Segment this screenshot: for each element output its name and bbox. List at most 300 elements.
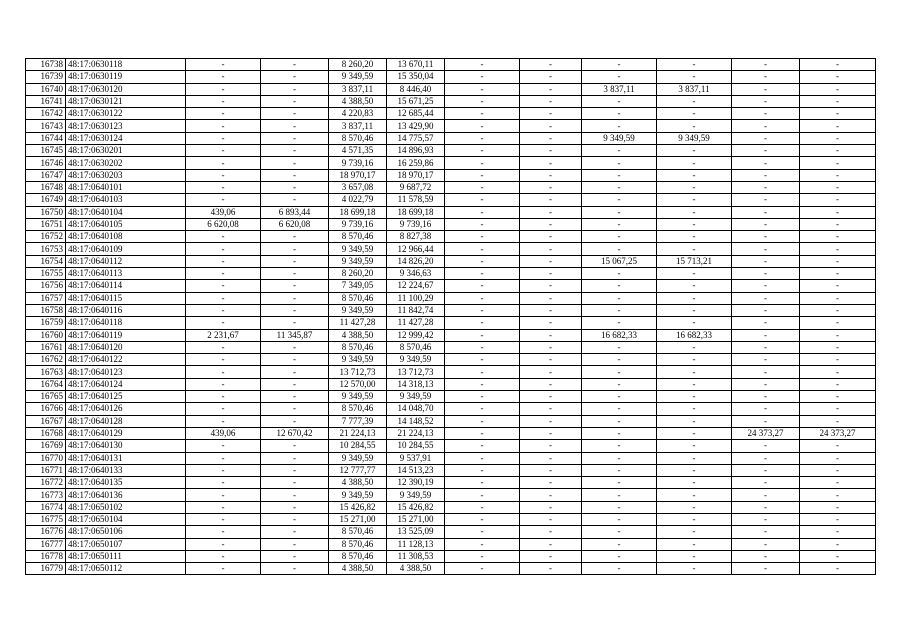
cadastral-number-cell: 48:17:0640114 [66,280,186,292]
value-col-11-cell: - [732,378,800,390]
value-col-6-cell: 9 739,16 [387,218,445,230]
value-col-7-cell: - [445,489,520,501]
value-col-6-cell: 8 570,46 [387,341,445,353]
value-col-11-cell: - [732,341,800,353]
row-number-cell: 16750 [26,206,66,218]
value-col-5-cell: 8 570,46 [329,292,387,304]
value-col-6-cell: 12 224,67 [387,280,445,292]
value-col-7-cell: - [445,206,520,218]
table-row [26,317,876,329]
value-col-7-cell: - [445,427,520,439]
table-row [26,550,876,562]
value-col-4-cell: - [261,366,329,378]
cadastral-number-cell: 48:17:0640108 [66,231,186,243]
value-col-6-cell: 13 712,73 [387,366,445,378]
value-col-10-cell: - [657,538,732,550]
cadastral-number-cell: 48:17:0650104 [66,513,186,525]
value-col-5-cell: 4 022,79 [329,194,387,206]
row-number-cell: 16767 [26,415,66,427]
value-col-8-cell: - [520,403,582,415]
value-col-3-cell: - [186,538,261,550]
value-col-12-cell: - [800,83,876,95]
cadastral-number-cell: 48:17:0630123 [66,120,186,132]
value-col-8-cell: - [520,120,582,132]
value-col-5-cell: 9 349,59 [329,452,387,464]
value-col-12-cell: - [800,108,876,120]
table-row [26,181,876,193]
value-col-11-cell: - [732,403,800,415]
value-col-4-cell: - [261,526,329,538]
value-col-8-cell: - [520,415,582,427]
value-col-10-cell: 16 682,33 [657,329,732,341]
table-row [26,563,876,575]
value-col-6-cell: 14 318,13 [387,378,445,390]
value-col-4-cell: - [261,501,329,513]
value-col-6-cell: 9 346,63 [387,268,445,280]
value-col-6-cell: 10 284,55 [387,440,445,452]
table-row [26,255,876,267]
value-col-7-cell: - [445,354,520,366]
value-col-10-cell: - [657,415,732,427]
value-col-3-cell: - [186,501,261,513]
value-col-5-cell: 8 570,46 [329,341,387,353]
value-col-10-cell: - [657,206,732,218]
value-col-7-cell: - [445,280,520,292]
value-col-4-cell: - [261,181,329,193]
value-col-4-cell: - [261,268,329,280]
value-col-6-cell: 15 671,25 [387,95,445,107]
cadastral-number-cell: 48:17:0640125 [66,391,186,403]
value-col-12-cell: - [800,563,876,575]
value-col-9-cell: - [582,415,657,427]
value-col-9-cell: - [582,452,657,464]
value-col-8-cell: - [520,563,582,575]
table-row [26,218,876,230]
value-col-4-cell: 6 893,44 [261,206,329,218]
value-col-11-cell: - [732,218,800,230]
value-col-8-cell: - [520,452,582,464]
value-col-9-cell: - [582,108,657,120]
row-number-cell: 16774 [26,501,66,513]
value-col-11-cell: - [732,132,800,144]
value-col-7-cell: - [445,513,520,525]
value-col-4-cell: - [261,464,329,476]
value-col-8-cell: - [520,83,582,95]
value-col-7-cell: - [445,255,520,267]
table-row [26,378,876,390]
value-col-12-cell: - [800,292,876,304]
value-col-12-cell: - [800,95,876,107]
value-col-10-cell: - [657,341,732,353]
table-row [26,231,876,243]
value-col-6-cell: 12 390,19 [387,477,445,489]
row-number-cell: 16756 [26,280,66,292]
cadastral-number-cell: 48:17:0630202 [66,157,186,169]
value-col-7-cell: - [445,169,520,181]
value-col-11-cell: - [732,71,800,83]
value-col-5-cell: 21 224,13 [329,427,387,439]
value-col-9-cell: - [582,120,657,132]
value-col-12-cell: - [800,194,876,206]
value-col-9-cell: - [582,403,657,415]
value-col-4-cell: - [261,292,329,304]
value-col-4-cell: - [261,83,329,95]
value-col-4-cell: - [261,391,329,403]
cadastral-number-cell: 48:17:0640113 [66,268,186,280]
value-col-12-cell: 24 373,27 [800,427,876,439]
cadastral-number-cell: 48:17:0640135 [66,477,186,489]
value-col-5-cell: 8 570,46 [329,550,387,562]
value-col-11-cell: - [732,464,800,476]
value-col-7-cell: - [445,526,520,538]
table-row [26,304,876,316]
cadastral-number-cell: 48:17:0650106 [66,526,186,538]
row-number-cell: 16768 [26,427,66,439]
value-col-8-cell: - [520,59,582,71]
value-col-9-cell: - [582,194,657,206]
value-col-11-cell: - [732,108,800,120]
value-col-5-cell: 9 349,59 [329,255,387,267]
value-col-8-cell: - [520,329,582,341]
value-col-8-cell: - [520,95,582,107]
value-col-4-cell: - [261,489,329,501]
cadastral-number-cell: 48:17:0640109 [66,243,186,255]
table-row [26,292,876,304]
value-col-4-cell: 12 670,42 [261,427,329,439]
value-col-9-cell: - [582,157,657,169]
row-number-cell: 16743 [26,120,66,132]
value-col-11-cell: - [732,329,800,341]
value-col-5-cell: 11 427,28 [329,317,387,329]
value-col-3-cell: - [186,366,261,378]
value-col-12-cell: - [800,452,876,464]
value-col-5-cell: 4 220,83 [329,108,387,120]
value-col-3-cell: - [186,354,261,366]
value-col-12-cell: - [800,181,876,193]
value-col-6-cell: 14 048,70 [387,403,445,415]
cadastral-number-cell: 48:17:0630122 [66,108,186,120]
table-row [26,526,876,538]
value-col-5-cell: 18 970,17 [329,169,387,181]
table-row [26,83,876,95]
value-col-10-cell: - [657,489,732,501]
value-col-10-cell: - [657,501,732,513]
value-col-3-cell: 439,06 [186,206,261,218]
value-col-4-cell: - [261,59,329,71]
value-col-7-cell: - [445,218,520,230]
value-col-4-cell: - [261,71,329,83]
value-col-8-cell: - [520,378,582,390]
value-col-11-cell: - [732,366,800,378]
row-number-cell: 16748 [26,181,66,193]
value-col-7-cell: - [445,145,520,157]
cadastral-number-cell: 48:17:0640126 [66,403,186,415]
value-col-7-cell: - [445,563,520,575]
row-number-cell: 16759 [26,317,66,329]
cadastral-number-cell: 48:17:0650111 [66,550,186,562]
value-col-9-cell: - [582,501,657,513]
value-col-3-cell: - [186,231,261,243]
value-col-11-cell: - [732,255,800,267]
value-col-3-cell: - [186,317,261,329]
table-row [26,354,876,366]
value-col-9-cell: - [582,218,657,230]
cadastral-number-cell: 48:17:0640119 [66,329,186,341]
value-col-6-cell: 11 578,59 [387,194,445,206]
value-col-8-cell: - [520,292,582,304]
value-col-7-cell: - [445,95,520,107]
table-row [26,391,876,403]
value-col-12-cell: - [800,513,876,525]
value-col-4-cell: - [261,280,329,292]
value-col-11-cell: - [732,317,800,329]
value-col-8-cell: - [520,280,582,292]
value-col-3-cell: - [186,415,261,427]
value-col-3-cell: - [186,157,261,169]
value-col-10-cell: - [657,169,732,181]
value-col-5-cell: 9 739,16 [329,157,387,169]
value-col-12-cell: - [800,477,876,489]
value-col-3-cell: - [186,255,261,267]
value-col-12-cell: - [800,317,876,329]
value-col-12-cell: - [800,59,876,71]
value-col-11-cell: - [732,206,800,218]
value-col-6-cell: 14 826,20 [387,255,445,267]
value-col-12-cell: - [800,280,876,292]
value-col-10-cell: - [657,145,732,157]
value-col-11-cell: 24 373,27 [732,427,800,439]
table-row [26,206,876,218]
value-col-8-cell: - [520,132,582,144]
value-col-9-cell: - [582,464,657,476]
value-col-9-cell: - [582,477,657,489]
value-col-12-cell: - [800,329,876,341]
value-col-5-cell: 3 657,08 [329,181,387,193]
value-col-11-cell: - [732,563,800,575]
value-col-10-cell: - [657,71,732,83]
value-col-6-cell: 12 685,44 [387,108,445,120]
row-number-cell: 16739 [26,71,66,83]
value-col-5-cell: 3 837,11 [329,120,387,132]
cadastral-number-cell: 48:17:0650112 [66,563,186,575]
value-col-5-cell: 4 571,35 [329,145,387,157]
value-col-11-cell: - [732,280,800,292]
table-row [26,366,876,378]
value-col-12-cell: - [800,366,876,378]
value-col-9-cell: - [582,550,657,562]
value-col-3-cell: - [186,280,261,292]
value-col-10-cell: - [657,526,732,538]
value-col-4-cell: - [261,513,329,525]
value-col-3-cell: - [186,95,261,107]
row-number-cell: 16777 [26,538,66,550]
value-col-12-cell: - [800,231,876,243]
value-col-10-cell: - [657,391,732,403]
value-col-9-cell: - [582,280,657,292]
value-col-10-cell: - [657,218,732,230]
value-col-6-cell: 9 349,59 [387,489,445,501]
value-col-4-cell: - [261,341,329,353]
table-row [26,513,876,525]
value-col-12-cell: - [800,440,876,452]
value-col-6-cell: 15 271,00 [387,513,445,525]
table-row [26,95,876,107]
value-col-8-cell: - [520,341,582,353]
table-row [26,477,876,489]
row-number-cell: 16744 [26,132,66,144]
value-col-8-cell: - [520,243,582,255]
row-number-cell: 16762 [26,354,66,366]
value-col-5-cell: 4 388,50 [329,477,387,489]
value-col-3-cell: 439,06 [186,427,261,439]
value-col-8-cell: - [520,317,582,329]
value-col-9-cell: - [582,145,657,157]
row-number-cell: 16765 [26,391,66,403]
value-col-4-cell: - [261,169,329,181]
cadastral-number-cell: 48:17:0630119 [66,71,186,83]
value-col-11-cell: - [732,268,800,280]
row-number-cell: 16760 [26,329,66,341]
value-col-9-cell: - [582,391,657,403]
row-number-cell: 16778 [26,550,66,562]
value-col-5-cell: 18 699,18 [329,206,387,218]
document-page [25,58,876,575]
value-col-4-cell: - [261,317,329,329]
value-col-10-cell: - [657,452,732,464]
row-number-cell: 16764 [26,378,66,390]
value-col-7-cell: - [445,194,520,206]
value-col-8-cell: - [520,501,582,513]
row-number-cell: 16751 [26,218,66,230]
value-col-12-cell: - [800,341,876,353]
value-col-4-cell: - [261,95,329,107]
value-col-12-cell: - [800,403,876,415]
row-number-cell: 16772 [26,477,66,489]
value-col-4-cell: - [261,452,329,464]
value-col-9-cell: - [582,489,657,501]
value-col-12-cell: - [800,218,876,230]
cadastral-number-cell: 48:17:0640124 [66,378,186,390]
value-col-6-cell: 21 224,13 [387,427,445,439]
value-col-7-cell: - [445,366,520,378]
value-col-5-cell: 9 349,59 [329,354,387,366]
row-number-cell: 16755 [26,268,66,280]
value-col-7-cell: - [445,341,520,353]
row-number-cell: 16779 [26,563,66,575]
table-row [26,71,876,83]
value-col-12-cell: - [800,145,876,157]
cadastral-number-cell: 48:17:0640128 [66,415,186,427]
cadastral-number-cell: 48:17:0640130 [66,440,186,452]
value-col-6-cell: 11 128,13 [387,538,445,550]
table-row [26,169,876,181]
value-col-12-cell: - [800,489,876,501]
value-col-4-cell: - [261,145,329,157]
cadastral-number-cell: 48:17:0630203 [66,169,186,181]
value-col-4-cell: - [261,563,329,575]
value-col-10-cell: - [657,403,732,415]
value-col-6-cell: 9 687,72 [387,181,445,193]
row-number-cell: 16741 [26,95,66,107]
value-col-10-cell: - [657,157,732,169]
value-col-6-cell: 4 388,50 [387,563,445,575]
value-col-8-cell: - [520,194,582,206]
value-col-8-cell: - [520,427,582,439]
cadastral-number-cell: 48:17:0630120 [66,83,186,95]
value-col-3-cell: - [186,145,261,157]
table-row [26,538,876,550]
value-col-5-cell: 9 739,16 [329,218,387,230]
value-col-7-cell: - [445,108,520,120]
value-col-10-cell: - [657,513,732,525]
value-col-6-cell: 13 525,09 [387,526,445,538]
value-col-3-cell: 6 620,08 [186,218,261,230]
value-col-9-cell: - [582,538,657,550]
value-col-9-cell: 3 837,11 [582,83,657,95]
table-row [26,464,876,476]
value-col-12-cell: - [800,255,876,267]
value-col-8-cell: - [520,391,582,403]
value-col-8-cell: - [520,218,582,230]
table-row [26,120,876,132]
value-col-4-cell: - [261,255,329,267]
value-col-12-cell: - [800,538,876,550]
value-col-11-cell: - [732,391,800,403]
value-col-5-cell: 8 570,46 [329,231,387,243]
value-col-5-cell: 9 349,59 [329,489,387,501]
value-col-9-cell: - [582,231,657,243]
value-col-4-cell: - [261,378,329,390]
value-col-9-cell: - [582,427,657,439]
value-col-12-cell: - [800,378,876,390]
value-col-7-cell: - [445,550,520,562]
value-col-5-cell: 8 260,20 [329,59,387,71]
value-col-7-cell: - [445,132,520,144]
table-row [26,452,876,464]
value-col-9-cell: - [582,440,657,452]
value-col-7-cell: - [445,477,520,489]
value-col-8-cell: - [520,268,582,280]
value-col-11-cell: - [732,513,800,525]
value-col-4-cell: - [261,132,329,144]
value-col-6-cell: 14 775,57 [387,132,445,144]
value-col-9-cell: - [582,341,657,353]
row-number-cell: 16775 [26,513,66,525]
value-col-4-cell: - [261,157,329,169]
value-col-3-cell: - [186,132,261,144]
value-col-8-cell: - [520,526,582,538]
value-col-11-cell: - [732,169,800,181]
value-col-8-cell: - [520,206,582,218]
row-number-cell: 16770 [26,452,66,464]
value-col-10-cell: - [657,477,732,489]
value-col-4-cell: - [261,550,329,562]
value-col-5-cell: 7 777,39 [329,415,387,427]
value-col-10-cell: - [657,378,732,390]
value-col-3-cell: - [186,268,261,280]
value-col-12-cell: - [800,550,876,562]
table-row [26,415,876,427]
value-col-9-cell: - [582,513,657,525]
value-col-7-cell: - [445,268,520,280]
value-col-12-cell: - [800,268,876,280]
value-col-10-cell: - [657,366,732,378]
value-col-6-cell: 11 100,29 [387,292,445,304]
value-col-11-cell: - [732,415,800,427]
value-col-3-cell: 2 231,67 [186,329,261,341]
value-col-7-cell: - [445,120,520,132]
value-col-6-cell: 8 827,38 [387,231,445,243]
